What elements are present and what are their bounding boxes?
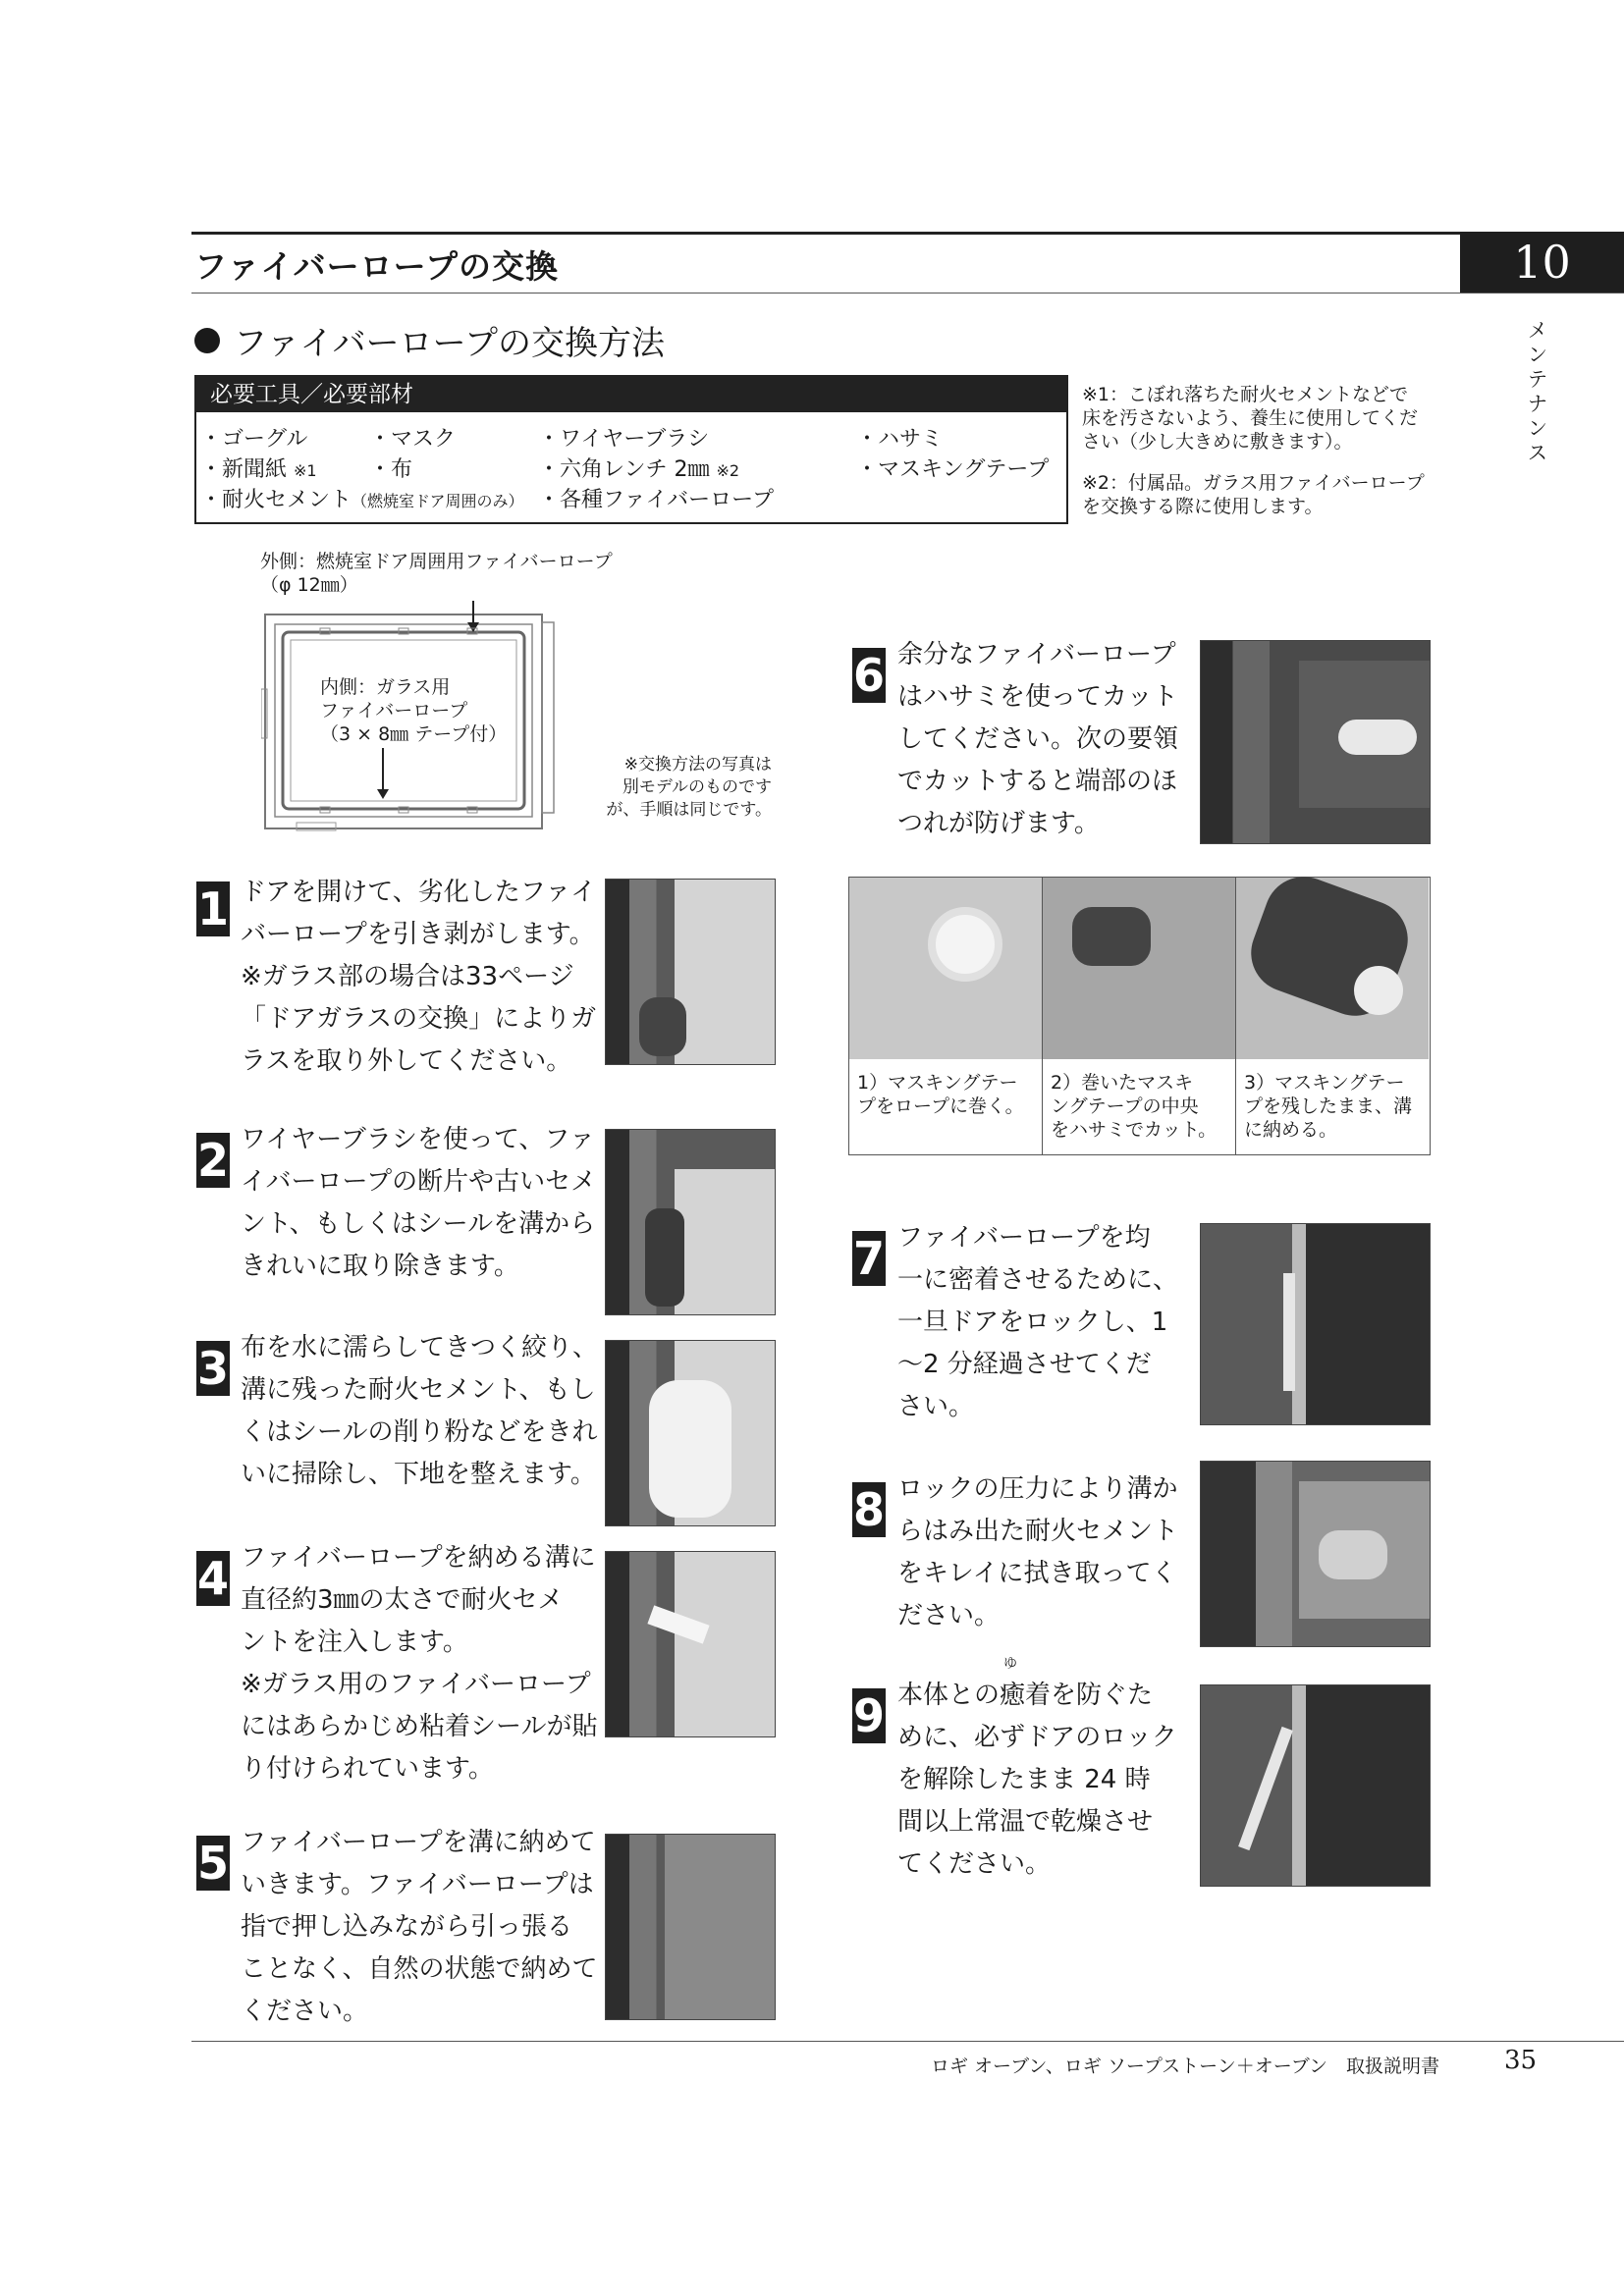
- step-5-photo: [605, 1834, 776, 2020]
- header-rule: [191, 232, 1624, 235]
- cut-step-1: [849, 878, 1043, 1154]
- step-8-text: ロックの圧力により溝か らはみ出た耐火セメント をキレイに拭き取ってく ださい。: [897, 1474, 1179, 1630]
- tool-item: ・布: [369, 457, 413, 482]
- step-1-text: ドアを開けて、劣化したファイ バーロープを引き剥がします。 ※ガラス部の場合は33ページ 「ドアガラスの交換」によりガ ラスを取り外してください。: [241, 878, 597, 1076]
- step-3-photo: [605, 1340, 776, 1526]
- section-title-text: ファイバーロープの交換方法: [234, 324, 665, 363]
- step-6-text: 余分なファイバーロープ はハサミを使ってカット してください。次の要領 でカットすると端部のほ つれが防げます。: [897, 640, 1179, 838]
- cut-photo-2: [1043, 878, 1235, 1059]
- tool-item: ・新聞紙 ※1: [200, 457, 317, 482]
- cut-photo-3: [1236, 878, 1429, 1059]
- step-2-photo: [605, 1129, 776, 1315]
- step-7-photo: [1200, 1223, 1431, 1425]
- step-number-1: 1: [196, 882, 229, 935]
- step-number-2: 2: [196, 1134, 229, 1187]
- side-tab-maintenance: メンテナンス: [1525, 319, 1548, 466]
- step-5-text: ファイバーロープを溝に納めて いきます。ファイバーロープは 指で押し込みながら引っ張る ことなく、自然の状態で納めて ください。: [241, 1828, 598, 2026]
- step-number-7: 7: [852, 1232, 885, 1285]
- step-9-ruby: ゆ: [1003, 1656, 1017, 1672]
- tool-item: ・耐火セメント（燃焼室ドア周囲のみ）: [200, 488, 524, 512]
- step-number-3: 3: [196, 1342, 229, 1395]
- step-4-photo: [605, 1551, 776, 1737]
- step-8-photo: [1200, 1461, 1431, 1647]
- cut-step-3: [1236, 878, 1429, 1154]
- step-1-photo: [605, 879, 776, 1065]
- bullet-icon: [194, 328, 220, 353]
- tool-item: ・各種ファイバーロープ: [538, 488, 775, 512]
- cut-step-2: [1043, 878, 1236, 1154]
- diagram-inner-label: 内側：ガラス用 ファイバーロープ （3 × 8㎜ テープ付）: [320, 676, 508, 745]
- cut-photo-1: [849, 878, 1042, 1059]
- step-number-4: 4: [196, 1552, 229, 1605]
- tool-item: ・六角レンチ 2㎜ ※2: [538, 457, 740, 482]
- section-title: [194, 316, 665, 364]
- step-number-8: 8: [852, 1483, 885, 1536]
- step-number-5: 5: [196, 1837, 229, 1890]
- footer-rule: [191, 2041, 1624, 2042]
- tools-heading: 必要工具／必要部材: [196, 377, 1066, 412]
- cut-caption-3: 3）マスキングテー プを残したまま、溝 に納める。: [1244, 1072, 1413, 1141]
- header-underline: [191, 293, 1624, 294]
- step-3-text: 布を水に濡らしてきつく絞り、 溝に残った耐火セメント、もし くはシールの削り粉などをきれ いに掃除し、下地を整えます。: [241, 1333, 599, 1489]
- cut-caption-2: 2）巻いたマスキ ングテープの中央 をハサミでカット。: [1051, 1072, 1218, 1141]
- diagram-outer-label: 外側：燃焼室ドア周囲用ファイバーロープ （φ 12㎜）: [260, 551, 613, 596]
- step-2-text: ワイヤーブラシを使って、ファ イバーロープの断片や古いセメ ント、もしくはシールを溝から きれいに取り除きます。: [241, 1125, 597, 1281]
- step-6-photo: [1200, 640, 1431, 844]
- step-number-6: 6: [852, 649, 885, 702]
- tool-item: ・マスク: [369, 427, 457, 452]
- chapter-number: 10: [1460, 232, 1624, 293]
- tool-item: ・ゴーグル: [200, 427, 308, 452]
- step-9-text: 本体との癒着を防ぐた めに、必ずドアのロック を解除したまま 24 時 間以上常温で乾燥させ てください。: [897, 1681, 1177, 1879]
- tool-item: ・ハサミ: [856, 427, 944, 452]
- note-2: ※2：付属品。ガラス用ファイバーロープ を交換する際に使用します。: [1082, 472, 1425, 517]
- step-7-text: ファイバーロープを均 一に密着させるために、 一旦ドアをロックし、1 〜2 分経過させてくだ さい。: [897, 1223, 1179, 1421]
- tool-item: ・マスキングテープ: [856, 457, 1050, 482]
- cut-caption-1: 1）マスキングテー プをロープに巻く。: [857, 1072, 1024, 1117]
- footer-manual-title: ロギ オーブン、ロギ ソープストーン＋オーブン 取扱説明書: [931, 2056, 1440, 2077]
- note-1: ※1：こぼれ落ちた耐火セメントなどで 床を汚さないよう、養生に使用してくだ さい（少し大きめに敷きます）。: [1082, 384, 1419, 453]
- page-number: 35: [1504, 2046, 1538, 2075]
- tools-box: [194, 375, 1068, 524]
- tool-item: ・ワイヤーブラシ: [538, 427, 710, 452]
- step-4-text: ファイバーロープを納める溝に 直径約3㎜の太さで耐火セメ ントを注入します。 ※ガラス用のファイバーロープ にはあらかじめ粘着シールが貼 り付けられています。: [241, 1543, 598, 1784]
- page-title: ファイバーロープの交換: [194, 247, 560, 286]
- step-9-photo: [1200, 1684, 1431, 1887]
- cut-steps-grid: [848, 877, 1431, 1155]
- photo-note: ※交換方法の写真は 別モデルのものです が、手順は同じです。: [606, 755, 772, 820]
- step-number-9: 9: [852, 1689, 885, 1742]
